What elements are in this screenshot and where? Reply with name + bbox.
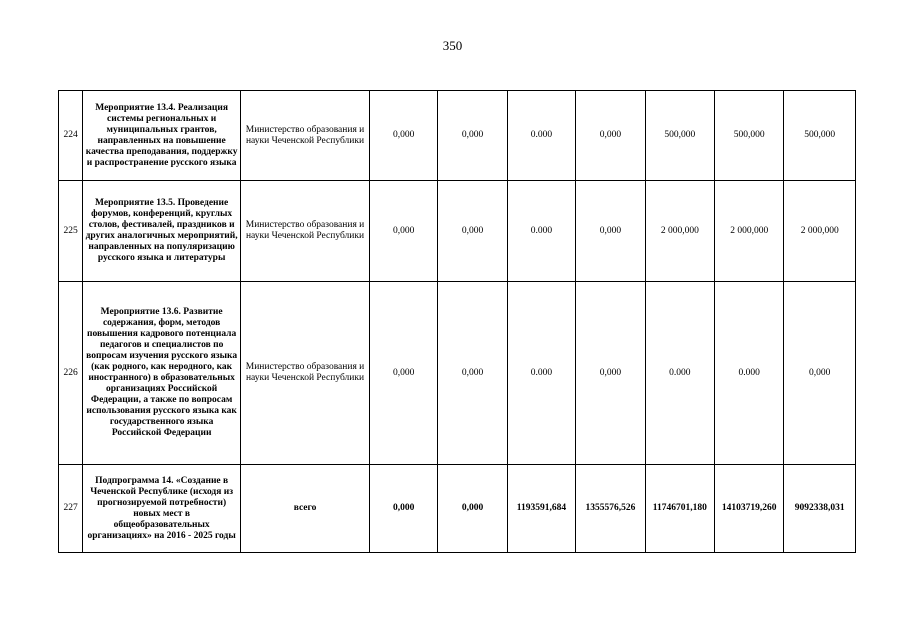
row-value: 2 000,000 — [784, 181, 856, 282]
table-row — [59, 282, 856, 465]
row-description: Мероприятие 13.5. Проведение форумов, конференций, круглых столов, фестивалей, праздников и других аналогичных мероприятий, направленных на популяризацию русского языка и литературы — [83, 181, 241, 282]
row-value: 0,000 — [369, 465, 437, 553]
row-value: 0,000 — [438, 181, 507, 282]
row-value: 1355576,526 — [576, 465, 645, 553]
row-value: 0.000 — [715, 282, 784, 465]
row-value: 0,000 — [369, 181, 437, 282]
row-value: 0,000 — [438, 282, 507, 465]
row-number: 227 — [59, 465, 83, 553]
table-row — [59, 465, 856, 553]
row-value: 0.000 — [645, 282, 714, 465]
row-value: 11746701,180 — [645, 465, 714, 553]
row-value: 0,000 — [784, 282, 856, 465]
row-value: 0,000 — [438, 465, 507, 553]
row-description: Мероприятие 13.4. Реализация системы региональных и муниципальных грантов, направленных на повышение качества преподавания, поддержку и распространение русского языка — [83, 91, 241, 181]
row-number: 225 — [59, 181, 83, 282]
row-value: 0,000 — [369, 91, 437, 181]
row-value: 0,000 — [576, 181, 645, 282]
row-value: 0.000 — [507, 181, 575, 282]
row-description: Подпрограмма 14. «Создание в Чеченской Республике (исходя из прогнозируемой потребности) новых мест в общеобразовательных организациях» на 2016 - 2025 годы — [83, 465, 241, 553]
row-value: 2 000,000 — [715, 181, 784, 282]
row-executor: Министерство образования и науки Чеченской Республики — [241, 181, 370, 282]
row-description: Мероприятие 13.6. Развитие содержания, форм, методов повышения кадрового потенциала педагогов и специалистов по вопросам изучения русского языка (как родного, как неродного, как иностранного) в образовательных организациях Российской Федерации, а также по вопросам использования русского языка как государственного языка Российской Федерации — [83, 282, 241, 465]
row-value: 0,000 — [369, 282, 437, 465]
row-number: 224 — [59, 91, 83, 181]
row-value: 0,000 — [576, 282, 645, 465]
row-value: 9092338,031 — [784, 465, 856, 553]
row-executor: Министерство образования и науки Чеченской Республики — [241, 91, 370, 181]
row-value: 500,000 — [715, 91, 784, 181]
row-executor: всего — [241, 465, 370, 553]
row-value: 14103719,260 — [715, 465, 784, 553]
row-value: 500,000 — [645, 91, 714, 181]
budget-table — [58, 90, 856, 553]
row-value: 0,000 — [576, 91, 645, 181]
row-number: 226 — [59, 282, 83, 465]
row-executor: Министерство образования и науки Чеченской Республики — [241, 282, 370, 465]
row-value: 0,000 — [438, 91, 507, 181]
table-row — [59, 181, 856, 282]
row-value: 500,000 — [784, 91, 856, 181]
row-value: 1193591,684 — [507, 465, 575, 553]
row-value: 0.000 — [507, 91, 575, 181]
row-value: 2 000,000 — [645, 181, 714, 282]
page-number: 350 — [442, 38, 463, 53]
table-row — [59, 91, 856, 181]
row-value: 0.000 — [507, 282, 575, 465]
